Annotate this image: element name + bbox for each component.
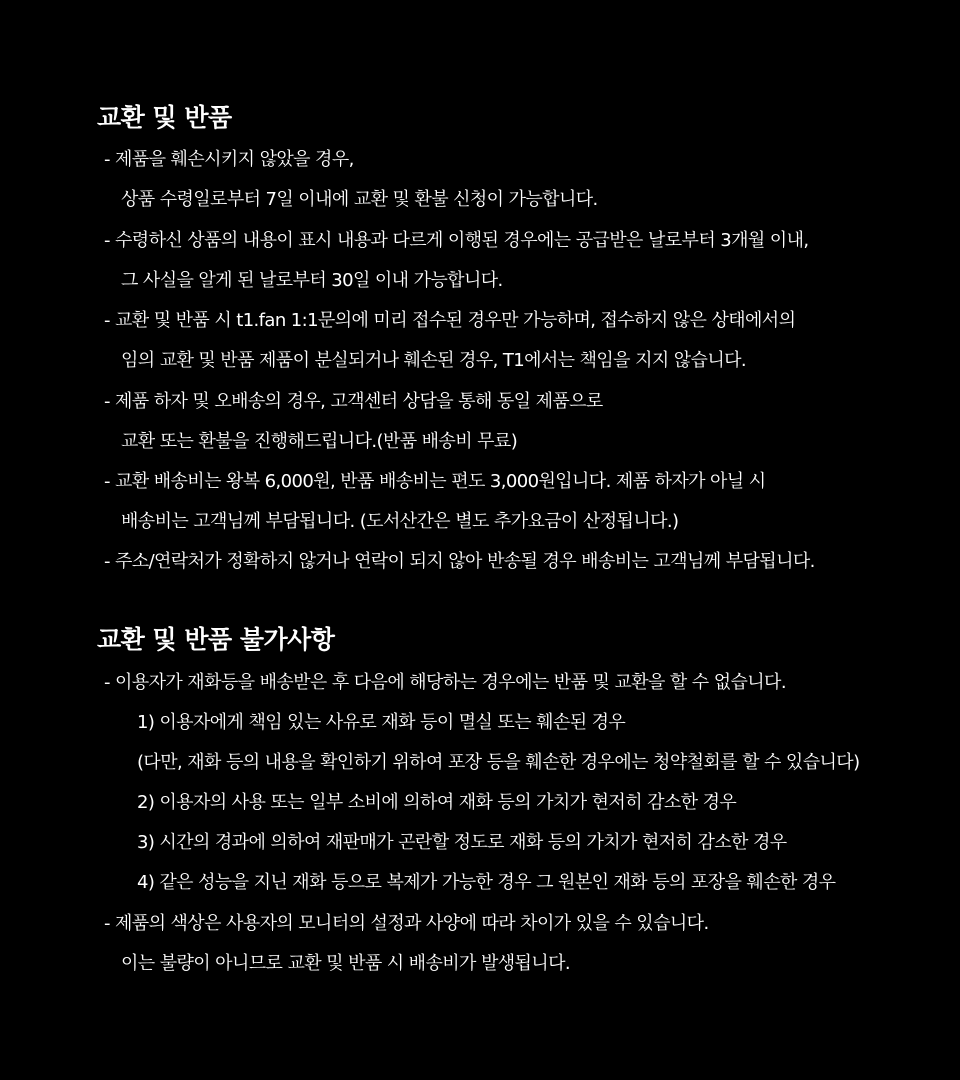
non-returnable-case-2: 2) 이용자의 사용 또는 일부 소비에 의하여 재화 등의 가치가 현저히 감소한 경우 — [137, 792, 737, 813]
non-returnable-case-4: 4) 같은 성능을 지닌 재화 등으로 복제가 가능한 경우 그 원본인 재화 등의 포장을 훼손한 경우 — [137, 872, 836, 893]
non-returnable-case-1: 1) 이용자에게 책임 있는 사유로 재화 등이 멸실 또는 훼손된 경우 — [137, 712, 626, 733]
exchange-rule-4: - 제품 하자 및 오배송의 경우, 고객센터 상담을 통해 동일 제품으로 — [104, 391, 603, 412]
non-returnable-case-3: 3) 시간의 경과에 의하여 재판매가 곤란할 정도로 재화 등의 가치가 현저히 감소한 경우 — [137, 832, 787, 853]
exchange-rule-1-cont: 상품 수령일로부터 7일 이내에 교환 및 환불 신청이 가능합니다. — [121, 189, 598, 210]
non-returnable-intro: - 이용자가 재화등을 배송받은 후 다음에 해당하는 경우에는 반품 및 교환을 할 수 없습니다. — [104, 672, 786, 693]
exchange-rule-2-cont: 그 사실을 알게 된 날로부터 30일 이내 가능합니다. — [121, 270, 503, 291]
exchange-rule-6: - 주소/연락처가 정확하지 않거나 연락이 되지 않아 반송될 경우 배송비는 고객님께 부담됩니다. — [104, 551, 815, 572]
color-notice: - 제품의 색상은 사용자의 모니터의 설정과 사양에 따라 차이가 있을 수 있습니다. — [104, 913, 709, 934]
section-title-non-returnable: 교환 및 반품 불가사항 — [97, 625, 335, 654]
exchange-rule-1: - 제품을 훼손시키지 않았을 경우, — [104, 149, 354, 170]
exchange-rule-5: - 교환 배송비는 왕복 6,000원, 반품 배송비는 편도 3,000원입니다. 제품 하자가 아닐 시 — [104, 471, 766, 492]
non-returnable-case-1-note: (다만, 재화 등의 내용을 확인하기 위하여 포장 등을 훼손한 경우에는 청약철회를 할 수 있습니다) — [137, 752, 860, 773]
exchange-rule-3-cont: 임의 교환 및 반품 제품이 분실되거나 훼손된 경우, T1에서는 책임을 지지 않습니다. — [121, 350, 747, 371]
exchange-rule-5-cont: 배송비는 고객님께 부담됩니다. (도서산간은 별도 추가요금이 산정됩니다.) — [121, 511, 679, 532]
color-notice-cont: 이는 불량이 아니므로 교환 및 반품 시 배송비가 발생됩니다. — [121, 953, 571, 974]
exchange-rule-4-cont: 교환 또는 환불을 진행해드립니다.(반품 배송비 무료) — [121, 431, 518, 452]
exchange-rule-2: - 수령하신 상품의 내용이 표시 내용과 다르게 이행된 경우에는 공급받은 날로부터 3개월 이내, — [104, 230, 809, 251]
section-title-exchange-return: 교환 및 반품 — [97, 103, 232, 132]
exchange-rule-3: - 교환 및 반품 시 t1.fan 1:1문의에 미리 접수된 경우만 가능하며, 접수하지 않은 상태에서의 — [104, 310, 796, 331]
